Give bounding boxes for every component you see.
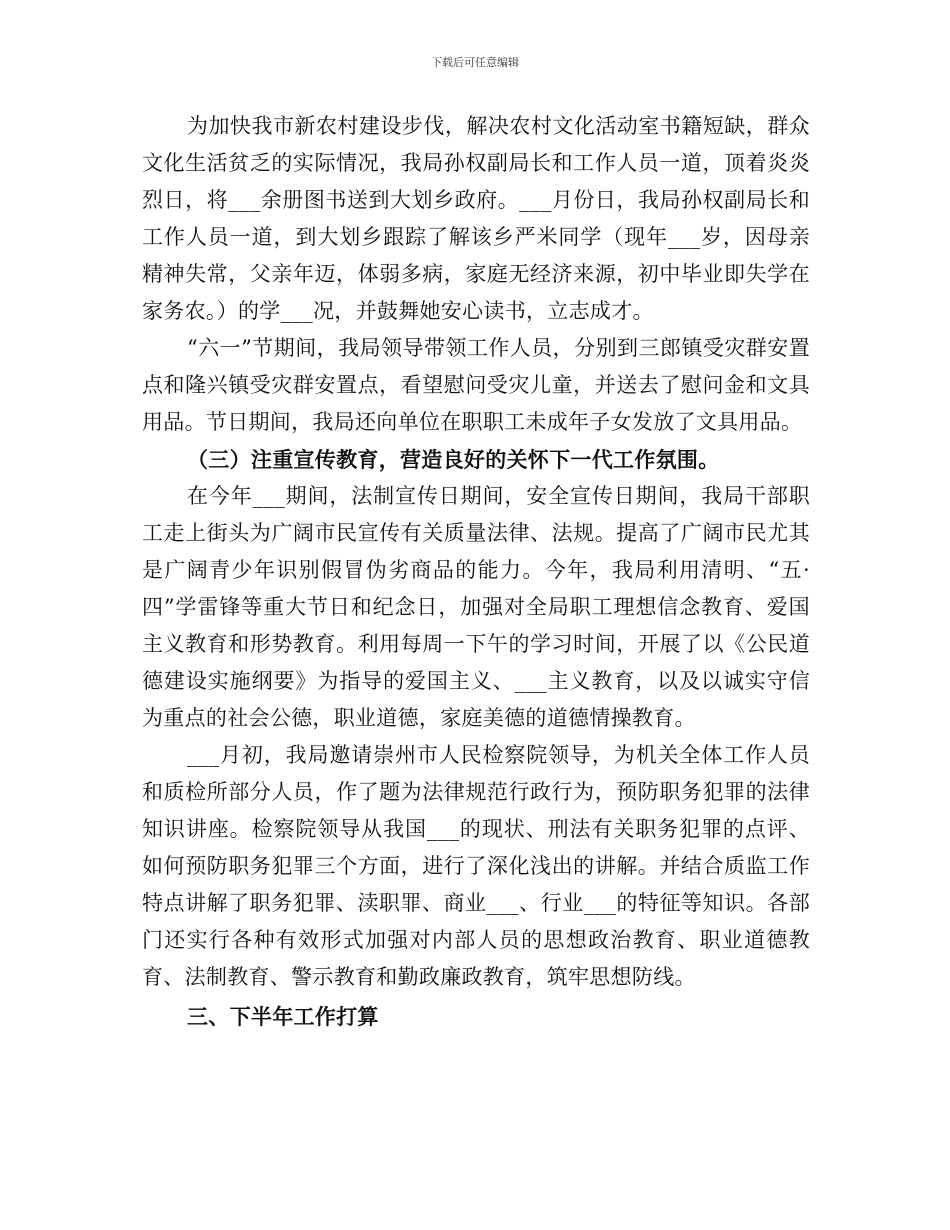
section-heading-second-half-plan: 三、下半年工作打算 — [187, 1004, 379, 1029]
section-heading-publicity-education: （三）注重宣传教育，营造良好的关怀下一代工作氛围。 — [187, 447, 720, 472]
page-header: 下载后可任意编辑 — [431, 56, 519, 69]
paragraph-legal-publicity: 在今年___期间，法制宣传日期间，安全宣传日期间，我局干部职工走上街头为广阔市民宣传有关质量法律、法规。提高了广阔市民尤其是广阔青少年识别假冒伪劣商品的能力。今年，我局利用清明、“五·四”学雷锋等重大节日和纪念日，加强对全局职工理想信念教育、爱国主义教育和形势教育。利用每周一下午的学习时间，开展了以《公民道德建设实施纲要》为指导的爱国主义、___主义教育，以及以诚实守信为重点的社会公德，职业道德，家庭美德的道德情操教育。 — [142, 484, 810, 730]
paragraph-childrens-day: “六一”节期间，我局领导带领工作人员，分别到三郎镇受灾群安置点和隆兴镇受灾群安置点，看望慰问受灾儿童，并送去了慰问金和文具用品。节日期间，我局还向单位在职职工未成年子女发放了文具用品。 — [142, 336, 810, 434]
paragraph-legal-lecture: ___月初，我局邀请崇州市人民检察院领导，为机关全体工作人员和质检所部分人员，作了题为法律规范行政行为，预防职务犯罪的法律知识讲座。检察院领导从我国___的现状、刑法有关职务犯罪的点评、如何预防职务犯罪三个方面，进行了深化浅出的讲解。并结合质监工作特点讲解了职务犯罪、渎职罪、商业___、行业___的特征等知识。各部门还实行各种有效形式加强对内部人员的思想政治教育、职业道德教育、法制教育、警示教育和勤政廉政教育，筑牢思想防线。 — [142, 743, 810, 989]
document-body — [142, 108, 810, 1035]
paragraph-book-donation: 为加快我市新农村建设步伐，解决农村文化活动室书籍短缺，群众文化生活贫乏的实际情况，我局孙权副局长和工作人员一道，顶着炎炎烈日，将___余册图书送到大划乡政府。___月份日，我局孙权副局长和工作人员一道，到大划乡跟踪了解该乡严米同学（现年___岁，因母亲精神失常，父亲年迈，体弱多病，家庭无经济来源，初中毕业即失学在家务农。）的学___况，并鼓舞她安心读书，立志成才。 — [142, 114, 810, 323]
